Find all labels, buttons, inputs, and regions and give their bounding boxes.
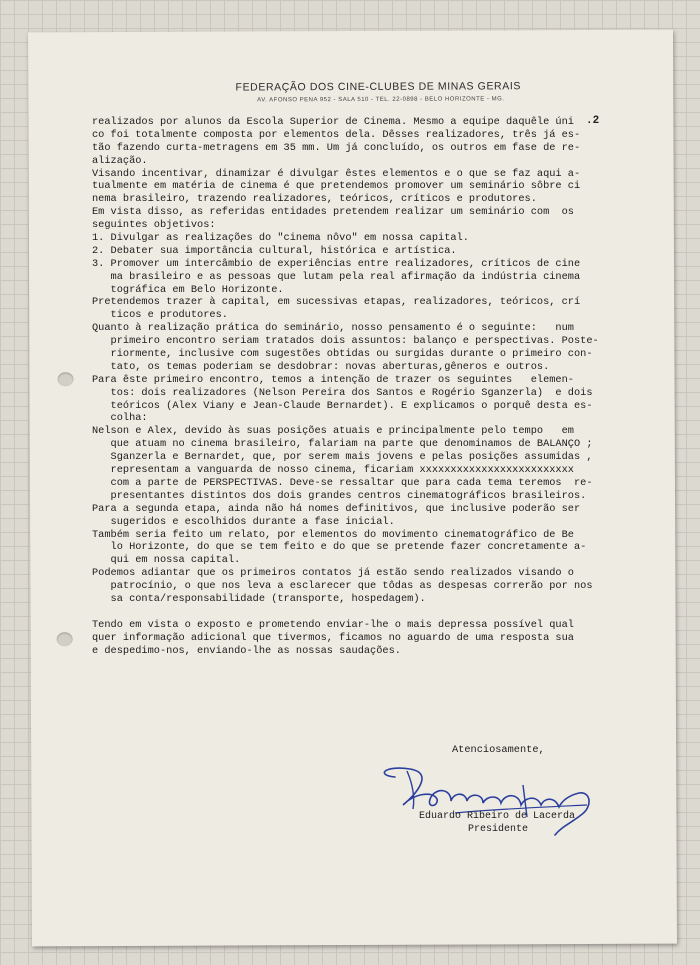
body-line: Podemos adiantar que os primeiros contatos já estão sendo realizados visando o <box>92 567 574 580</box>
body-line: qui em nossa capital. <box>92 554 241 567</box>
signatory-role: Presidente <box>468 824 529 835</box>
letterhead-title: FEDERAÇÃO DOS CINE-CLUBES DE MINAS GERAIS <box>235 80 521 94</box>
closing-salutation: Atenciosamente, <box>452 744 545 756</box>
body-line: e despedimo-nos, enviando-lhe as nossas saudações. <box>92 644 401 657</box>
body-line: Nelson e Alex, devido às suas posições atuais e principalmente pelo tempo em <box>92 425 574 438</box>
body-line: realizados por alunos da Escola Superior de Cinema. Mesmo a equipe daquêle úni <box>92 116 574 128</box>
body-line: tato, os temas poderiam se desdobrar: novas aberturas,gêneros e outros. <box>92 360 550 373</box>
body-line: representam a vanguarda de nosso cinema, ficariam xxxxxxxxxxxxxxxxxxxxxxxxx <box>92 464 574 477</box>
body-line: tográfica em Belo Horizonte. <box>92 283 284 296</box>
body-line: primeiro encontro seriam tratados dois assuntos: balanço e perspectivas. Poste- <box>92 335 599 348</box>
body-line: 2. Debater sua importância cultural, histórica e artística. <box>92 244 457 257</box>
body-line: ma brasileiro e as pessoas que lutam pela real afirmação da indústria cinema <box>92 270 581 283</box>
punch-hole-top <box>57 372 73 386</box>
body-line: 1. Divulgar as realizações do "cinema nôvo" em nossa capital. <box>92 232 469 245</box>
body-line: tos: dois realizadores (Nelson Pereira dos Santos e Rogério Sganzerla) e dois <box>92 386 593 399</box>
body-line: Quanto à realização prática do seminário, nosso pensamento é o seguinte: num <box>92 322 574 335</box>
body-line: com a parte de PERSPECTIVAS. Deve-se ressaltar que para cada tema teremos re- <box>92 476 593 489</box>
body-line: tualmente em matéria de cinema é que pretendemos promover um seminário sôbre ci <box>92 180 581 193</box>
letter-body <box>92 116 622 657</box>
body-line: 3. Promover um intercâmbio de experiências entre realizadores, críticos de cine <box>92 257 581 270</box>
punch-hole-bottom <box>57 632 73 646</box>
body-line: alização. <box>92 154 148 167</box>
body-line: teóricos (Alex Viany e Jean-Claude Bernardet). E explicamos o porquê desta es- <box>92 399 593 412</box>
body-line: que atuam no cinema brasileiro, falariam na parte que denominamos de BALANÇO ; <box>92 438 593 451</box>
body-line: ticos e produtores. <box>92 309 228 322</box>
letterhead-address: AV. AFONSO PENA 952 - SALA 510 - TEL. 22-0898 - BELO HORIZONTE - MG. <box>257 96 505 104</box>
body-line: lo Horizonte, do que se tem feito e do que se pretende fazer concretamente a- <box>92 541 587 554</box>
signatory-name: Eduardo Ribeiro de Lacerda <box>419 811 576 822</box>
body-line: Também seria feito um relato, por elementos do movimento cinematográfico de Be <box>92 528 574 541</box>
body-line: sa conta/responsabilidade (transporte, hospedagem). <box>92 592 426 605</box>
body-line: co foi totalmente composta por elementos dela. Dêsses realizadores, três já es- <box>92 128 581 141</box>
body-line <box>92 606 622 619</box>
body-line: presentantes distintos dos dois grandes centros cinematográficos brasileiros. <box>92 489 587 502</box>
body-line: patrocínio, o que nos leva a esclarecer que tôdas as despesas correrão por nos <box>92 580 593 593</box>
page-number: .2 <box>586 115 600 127</box>
body-line: Sganzerla e Bernardet, que, por serem mais jovens e pelas posições assumidas , <box>92 451 593 464</box>
body-line: quer informação adicional que tivermos, ficamos no aguardo de uma resposta sua <box>92 631 574 644</box>
letterhead <box>28 80 673 105</box>
body-line: nema brasileiro, trazendo realizadores, teóricos, críticos e produtores. <box>92 193 537 206</box>
body-line: colha: <box>92 412 148 425</box>
body-line: Para a segunda etapa, ainda não há nomes definitivos, que inclusive poderão ser <box>92 502 581 515</box>
body-line: sugeridos e escolhidos durante a fase inicial. <box>92 515 395 528</box>
body-line: riormente, inclusive com sugestões obtidas ou surgidas durante o primeiro con- <box>92 348 593 361</box>
body-line: tão fazendo curta-metragens em 35 mm. Um já concluído, os outros em fase de re- <box>92 141 581 154</box>
body-line: Para êste primeiro encontro, temos a intenção de trazer os seguintes elemen- <box>92 373 574 386</box>
body-line: Pretendemos trazer à capital, em sucessivas etapas, realizadores, teóricos, crí <box>92 296 581 309</box>
body-line: Visando incentivar, dinamizar é divulgar êstes elementos e o que se faz aqui a- <box>92 167 581 180</box>
body-line: Em vista disso, as referidas entidades pretendem realizar um seminário com os <box>92 206 574 219</box>
body-line: Tendo em vista o exposto e prometendo enviar-lhe o mais depressa possível qual <box>92 618 574 631</box>
body-line: seguintes objetivos: <box>92 219 216 232</box>
